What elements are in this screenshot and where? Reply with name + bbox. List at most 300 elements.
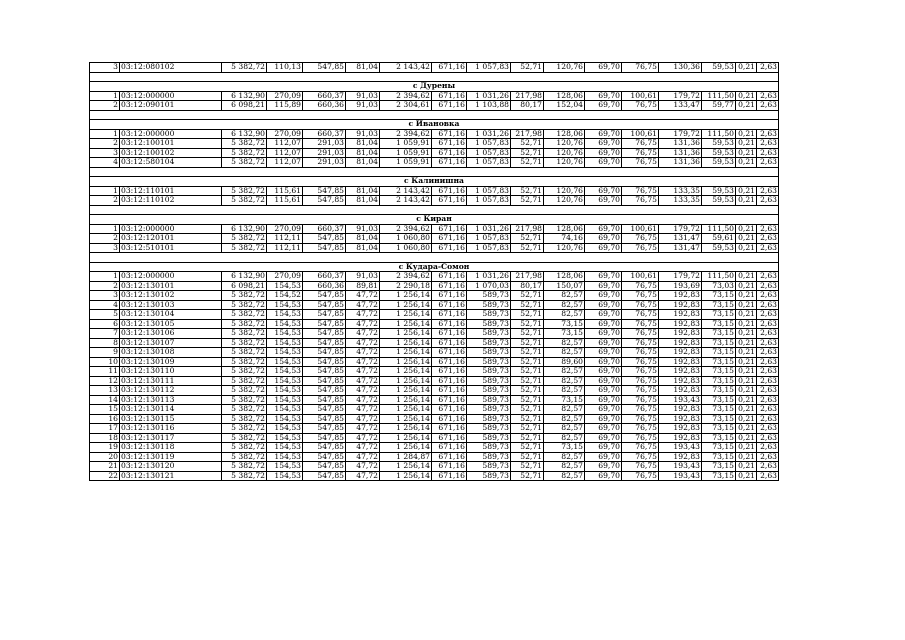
- value-cell: 5 382,72: [222, 338, 267, 348]
- value-cell: 52,71: [511, 300, 544, 310]
- value-cell: 660,37: [303, 91, 346, 101]
- row-number-cell: 12: [90, 376, 120, 386]
- value-cell: 589,73: [467, 329, 511, 339]
- value-cell: 74,16: [544, 234, 585, 244]
- value-cell: 179,72: [659, 129, 702, 139]
- value-cell: 69,70: [585, 291, 622, 301]
- value-cell: 0,21: [736, 91, 757, 101]
- value-cell: 2,63: [757, 443, 779, 453]
- table-row: [90, 405, 779, 415]
- value-cell: 47,72: [346, 310, 380, 320]
- value-cell: 671,16: [432, 443, 467, 453]
- value-cell: 128,06: [544, 272, 585, 282]
- row-number-cell: 13: [90, 386, 120, 396]
- value-cell: 193,69: [659, 281, 702, 291]
- value-cell: 0,21: [736, 101, 757, 111]
- table-row: [90, 414, 779, 424]
- value-cell: 671,16: [432, 348, 467, 358]
- table-row: [90, 357, 779, 367]
- value-cell: 52,71: [511, 310, 544, 320]
- value-cell: 5 382,72: [222, 148, 267, 158]
- value-cell: 47,72: [346, 443, 380, 453]
- value-cell: 69,70: [585, 101, 622, 111]
- value-cell: 120,76: [544, 186, 585, 196]
- value-cell: 47,72: [346, 357, 380, 367]
- value-cell: 69,70: [585, 319, 622, 329]
- value-cell: 192,83: [659, 386, 702, 396]
- value-cell: 100,61: [622, 129, 659, 139]
- value-cell: 81,04: [346, 139, 380, 149]
- value-cell: 1 057,83: [467, 234, 511, 244]
- value-cell: 73,15: [702, 367, 736, 377]
- value-cell: 52,71: [511, 291, 544, 301]
- value-cell: 1 284,87: [380, 452, 432, 462]
- cadastral-code-cell: 03:12:090101: [120, 101, 222, 111]
- value-cell: 59,53: [702, 158, 736, 168]
- value-cell: 660,37: [303, 272, 346, 282]
- value-cell: 5 382,72: [222, 357, 267, 367]
- row-number-cell: 1: [90, 186, 120, 196]
- value-cell: 154,53: [267, 395, 303, 405]
- value-cell: 91,03: [346, 272, 380, 282]
- value-cell: 2,63: [757, 405, 779, 415]
- value-cell: 73,15: [702, 452, 736, 462]
- value-cell: 69,70: [585, 424, 622, 434]
- value-cell: 1 256,14: [380, 443, 432, 453]
- value-cell: 76,75: [622, 338, 659, 348]
- value-cell: 192,83: [659, 414, 702, 424]
- value-cell: 5 382,72: [222, 395, 267, 405]
- value-cell: 0,21: [736, 139, 757, 149]
- value-cell: 154,53: [267, 471, 303, 481]
- value-cell: 112,07: [267, 148, 303, 158]
- value-cell: 5 382,72: [222, 139, 267, 149]
- value-cell: 47,72: [346, 424, 380, 434]
- value-cell: 100,61: [622, 91, 659, 101]
- section-header-row: [90, 262, 779, 272]
- value-cell: 73,15: [702, 348, 736, 358]
- value-cell: 76,75: [622, 101, 659, 111]
- cadastral-code-cell: 03:12:130105: [120, 319, 222, 329]
- value-cell: 2,63: [757, 186, 779, 196]
- value-cell: 589,73: [467, 405, 511, 415]
- value-cell: 100,61: [622, 224, 659, 234]
- value-cell: 69,70: [585, 433, 622, 443]
- value-cell: 589,73: [467, 414, 511, 424]
- value-cell: 6 132,90: [222, 129, 267, 139]
- value-cell: 5 382,72: [222, 424, 267, 434]
- value-cell: 69,70: [585, 395, 622, 405]
- value-cell: 589,73: [467, 471, 511, 481]
- cadastral-code-cell: 03:12:000000: [120, 272, 222, 282]
- value-cell: 73,15: [544, 395, 585, 405]
- value-cell: 671,16: [432, 101, 467, 111]
- value-cell: 0,21: [736, 300, 757, 310]
- value-cell: 73,15: [702, 471, 736, 481]
- value-cell: 660,36: [303, 281, 346, 291]
- value-cell: 5 382,72: [222, 443, 267, 453]
- value-cell: 179,72: [659, 91, 702, 101]
- value-cell: 1 256,14: [380, 424, 432, 434]
- value-cell: 47,72: [346, 319, 380, 329]
- value-cell: 2,63: [757, 424, 779, 434]
- section-header-row: [90, 120, 779, 130]
- value-cell: 47,72: [346, 462, 380, 472]
- spacer-cell: [90, 110, 779, 120]
- value-cell: 2,63: [757, 243, 779, 253]
- value-cell: 76,75: [622, 471, 659, 481]
- value-cell: 69,70: [585, 348, 622, 358]
- value-cell: 2,63: [757, 158, 779, 168]
- value-cell: 0,21: [736, 367, 757, 377]
- value-cell: 192,83: [659, 357, 702, 367]
- row-number-cell: 2: [90, 196, 120, 206]
- value-cell: 193,43: [659, 462, 702, 472]
- value-cell: 1 059,91: [380, 139, 432, 149]
- value-cell: 52,71: [511, 452, 544, 462]
- row-number-cell: 3: [90, 63, 120, 73]
- value-cell: 47,72: [346, 471, 380, 481]
- value-cell: 1 103,88: [467, 101, 511, 111]
- row-number-cell: 1: [90, 272, 120, 282]
- value-cell: 59,53: [702, 186, 736, 196]
- value-cell: 1 057,83: [467, 148, 511, 158]
- spacer-row: [90, 205, 779, 215]
- value-cell: 91,03: [346, 129, 380, 139]
- value-cell: 547,85: [303, 196, 346, 206]
- value-cell: 52,71: [511, 139, 544, 149]
- value-cell: 2,63: [757, 281, 779, 291]
- value-cell: 270,09: [267, 129, 303, 139]
- value-cell: 2 394,62: [380, 91, 432, 101]
- value-cell: 76,75: [622, 357, 659, 367]
- value-cell: 192,83: [659, 329, 702, 339]
- value-cell: 120,76: [544, 158, 585, 168]
- value-cell: 589,73: [467, 319, 511, 329]
- value-cell: 547,85: [303, 433, 346, 443]
- value-cell: 547,85: [303, 414, 346, 424]
- value-cell: 291,03: [303, 158, 346, 168]
- value-cell: 671,16: [432, 395, 467, 405]
- row-number-cell: 10: [90, 357, 120, 367]
- value-cell: 81,04: [346, 243, 380, 253]
- value-cell: 52,71: [511, 376, 544, 386]
- value-cell: 52,71: [511, 414, 544, 424]
- value-cell: 1 256,14: [380, 338, 432, 348]
- value-cell: 0,21: [736, 310, 757, 320]
- value-cell: 0,21: [736, 414, 757, 424]
- value-cell: 589,73: [467, 395, 511, 405]
- value-cell: 270,09: [267, 224, 303, 234]
- value-cell: 76,75: [622, 158, 659, 168]
- value-cell: 152,04: [544, 101, 585, 111]
- value-cell: 89,60: [544, 357, 585, 367]
- value-cell: 69,70: [585, 462, 622, 472]
- value-cell: 82,57: [544, 300, 585, 310]
- value-cell: 76,75: [622, 424, 659, 434]
- value-cell: 76,75: [622, 234, 659, 244]
- value-cell: 192,83: [659, 424, 702, 434]
- section-title: с Киран: [90, 215, 779, 225]
- value-cell: 547,85: [303, 462, 346, 472]
- cadastral-code-cell: 03:12:130119: [120, 452, 222, 462]
- table-row: [90, 139, 779, 149]
- value-cell: 5 382,72: [222, 319, 267, 329]
- table-row: [90, 376, 779, 386]
- value-cell: 2 394,62: [380, 224, 432, 234]
- value-cell: 671,16: [432, 386, 467, 396]
- value-cell: 671,16: [432, 224, 467, 234]
- value-cell: 154,53: [267, 338, 303, 348]
- value-cell: 73,15: [702, 319, 736, 329]
- value-cell: 589,73: [467, 367, 511, 377]
- value-cell: 130,36: [659, 63, 702, 73]
- value-cell: 52,71: [511, 158, 544, 168]
- value-cell: 547,85: [303, 243, 346, 253]
- row-number-cell: 3: [90, 148, 120, 158]
- value-cell: 547,85: [303, 319, 346, 329]
- value-cell: 2,63: [757, 139, 779, 149]
- value-cell: 2,63: [757, 300, 779, 310]
- value-cell: 1 057,83: [467, 196, 511, 206]
- cadastral-code-cell: 03:12:130111: [120, 376, 222, 386]
- value-cell: 1 256,14: [380, 310, 432, 320]
- value-cell: 6 098,21: [222, 101, 267, 111]
- value-cell: 69,70: [585, 148, 622, 158]
- value-cell: 671,16: [432, 414, 467, 424]
- value-cell: 2 304,61: [380, 101, 432, 111]
- table-row: [90, 224, 779, 234]
- cadastral-code-cell: 03:12:130120: [120, 462, 222, 472]
- value-cell: 154,53: [267, 348, 303, 358]
- value-cell: 547,85: [303, 348, 346, 358]
- spacer-cell: [90, 253, 779, 263]
- value-cell: 131,47: [659, 243, 702, 253]
- value-cell: 0,21: [736, 338, 757, 348]
- value-cell: 73,15: [702, 424, 736, 434]
- value-cell: 69,70: [585, 139, 622, 149]
- value-cell: 154,53: [267, 443, 303, 453]
- value-cell: 120,76: [544, 63, 585, 73]
- value-cell: 0,21: [736, 158, 757, 168]
- value-cell: 69,70: [585, 414, 622, 424]
- value-cell: 73,15: [702, 329, 736, 339]
- value-cell: 69,70: [585, 300, 622, 310]
- value-cell: 82,57: [544, 348, 585, 358]
- value-cell: 47,72: [346, 348, 380, 358]
- value-cell: 76,75: [622, 310, 659, 320]
- table-row: [90, 300, 779, 310]
- value-cell: 111,50: [702, 91, 736, 101]
- value-cell: 73,15: [702, 462, 736, 472]
- cadastral-code-cell: 03:12:130117: [120, 433, 222, 443]
- value-cell: 671,16: [432, 310, 467, 320]
- value-cell: 192,83: [659, 367, 702, 377]
- value-cell: 47,72: [346, 405, 380, 415]
- value-cell: 154,53: [267, 424, 303, 434]
- table-row: [90, 272, 779, 282]
- value-cell: 76,75: [622, 433, 659, 443]
- value-cell: 1 256,14: [380, 405, 432, 415]
- row-number-cell: 6: [90, 319, 120, 329]
- value-cell: 589,73: [467, 300, 511, 310]
- value-cell: 1 256,14: [380, 414, 432, 424]
- value-cell: 76,75: [622, 443, 659, 453]
- value-cell: 2,63: [757, 386, 779, 396]
- value-cell: 547,85: [303, 471, 346, 481]
- spacer-cell: [90, 205, 779, 215]
- value-cell: 671,16: [432, 405, 467, 415]
- value-cell: 112,07: [267, 158, 303, 168]
- value-cell: 217,98: [511, 224, 544, 234]
- value-cell: 2,63: [757, 224, 779, 234]
- value-cell: 1 057,83: [467, 139, 511, 149]
- value-cell: 52,71: [511, 234, 544, 244]
- value-cell: 69,70: [585, 452, 622, 462]
- table-row: [90, 158, 779, 168]
- value-cell: 52,71: [511, 348, 544, 358]
- value-cell: 547,85: [303, 376, 346, 386]
- value-cell: 82,57: [544, 452, 585, 462]
- section-header-row: [90, 215, 779, 225]
- value-cell: 131,47: [659, 234, 702, 244]
- table-row: [90, 281, 779, 291]
- value-cell: 76,75: [622, 139, 659, 149]
- value-cell: 120,76: [544, 148, 585, 158]
- value-cell: 2 143,42: [380, 196, 432, 206]
- value-cell: 52,71: [511, 462, 544, 472]
- value-cell: 128,06: [544, 91, 585, 101]
- value-cell: 6 098,21: [222, 281, 267, 291]
- value-cell: 76,75: [622, 329, 659, 339]
- value-cell: 76,75: [622, 348, 659, 358]
- value-cell: 2 394,62: [380, 129, 432, 139]
- value-cell: 5 382,72: [222, 471, 267, 481]
- value-cell: 589,73: [467, 348, 511, 358]
- value-cell: 0,21: [736, 452, 757, 462]
- value-cell: 179,72: [659, 272, 702, 282]
- table-row: [90, 424, 779, 434]
- value-cell: 73,15: [702, 386, 736, 396]
- value-cell: 1 059,91: [380, 158, 432, 168]
- value-cell: 0,21: [736, 291, 757, 301]
- value-cell: 1 256,14: [380, 348, 432, 358]
- value-cell: 671,16: [432, 424, 467, 434]
- value-cell: 133,35: [659, 196, 702, 206]
- value-cell: 69,70: [585, 234, 622, 244]
- value-cell: 547,85: [303, 367, 346, 377]
- value-cell: 0,21: [736, 234, 757, 244]
- value-cell: 76,75: [622, 386, 659, 396]
- value-cell: 112,11: [267, 243, 303, 253]
- value-cell: 154,53: [267, 329, 303, 339]
- value-cell: 547,85: [303, 329, 346, 339]
- value-cell: 82,57: [544, 424, 585, 434]
- row-number-cell: 1: [90, 91, 120, 101]
- value-cell: 73,15: [702, 376, 736, 386]
- value-cell: 69,70: [585, 386, 622, 396]
- value-cell: 589,73: [467, 357, 511, 367]
- value-cell: 73,15: [544, 329, 585, 339]
- table-row: [90, 129, 779, 139]
- value-cell: 589,73: [467, 386, 511, 396]
- value-cell: 154,53: [267, 357, 303, 367]
- value-cell: 154,53: [267, 300, 303, 310]
- value-cell: 671,16: [432, 129, 467, 139]
- value-cell: 1 256,14: [380, 319, 432, 329]
- value-cell: 2,63: [757, 414, 779, 424]
- value-cell: 81,04: [346, 196, 380, 206]
- value-cell: 2,63: [757, 91, 779, 101]
- value-cell: 82,57: [544, 367, 585, 377]
- value-cell: 0,21: [736, 348, 757, 358]
- row-number-cell: 4: [90, 300, 120, 310]
- value-cell: 69,70: [585, 338, 622, 348]
- value-cell: 2,63: [757, 310, 779, 320]
- cadastral-code-cell: 03:12:000000: [120, 224, 222, 234]
- value-cell: 154,53: [267, 367, 303, 377]
- value-cell: 671,16: [432, 186, 467, 196]
- value-cell: 69,70: [585, 281, 622, 291]
- value-cell: 76,75: [622, 243, 659, 253]
- value-cell: 82,57: [544, 433, 585, 443]
- row-number-cell: 7: [90, 329, 120, 339]
- value-cell: 5 382,72: [222, 196, 267, 206]
- value-cell: 1 256,14: [380, 300, 432, 310]
- value-cell: 1 256,14: [380, 291, 432, 301]
- value-cell: 217,98: [511, 272, 544, 282]
- value-cell: 0,21: [736, 433, 757, 443]
- value-cell: 660,36: [303, 101, 346, 111]
- table-row: [90, 63, 779, 73]
- value-cell: 671,16: [432, 281, 467, 291]
- value-cell: 217,98: [511, 129, 544, 139]
- value-cell: 5 382,72: [222, 433, 267, 443]
- cadastral-code-cell: 03:12:000000: [120, 129, 222, 139]
- value-cell: 270,09: [267, 91, 303, 101]
- value-cell: 76,75: [622, 196, 659, 206]
- value-cell: 59,77: [702, 101, 736, 111]
- value-cell: 0,21: [736, 462, 757, 472]
- row-number-cell: 14: [90, 395, 120, 405]
- value-cell: 69,70: [585, 243, 622, 253]
- tariff-table: [89, 62, 779, 481]
- value-cell: 6 132,90: [222, 272, 267, 282]
- value-cell: 5 382,72: [222, 186, 267, 196]
- value-cell: 589,73: [467, 433, 511, 443]
- value-cell: 589,73: [467, 452, 511, 462]
- value-cell: 52,71: [511, 367, 544, 377]
- table-row: [90, 319, 779, 329]
- cadastral-code-cell: 03:12:100101: [120, 139, 222, 149]
- table-row: [90, 91, 779, 101]
- value-cell: 80,17: [511, 101, 544, 111]
- row-number-cell: 20: [90, 452, 120, 462]
- row-number-cell: 2: [90, 101, 120, 111]
- value-cell: 0,21: [736, 319, 757, 329]
- table-row: [90, 101, 779, 111]
- value-cell: 120,76: [544, 243, 585, 253]
- row-number-cell: 2: [90, 234, 120, 244]
- value-cell: 0,21: [736, 424, 757, 434]
- value-cell: 52,71: [511, 63, 544, 73]
- value-cell: 547,85: [303, 386, 346, 396]
- table-row: [90, 395, 779, 405]
- table-row: [90, 433, 779, 443]
- value-cell: 0,21: [736, 63, 757, 73]
- value-cell: 52,71: [511, 319, 544, 329]
- spacer-row: [90, 167, 779, 177]
